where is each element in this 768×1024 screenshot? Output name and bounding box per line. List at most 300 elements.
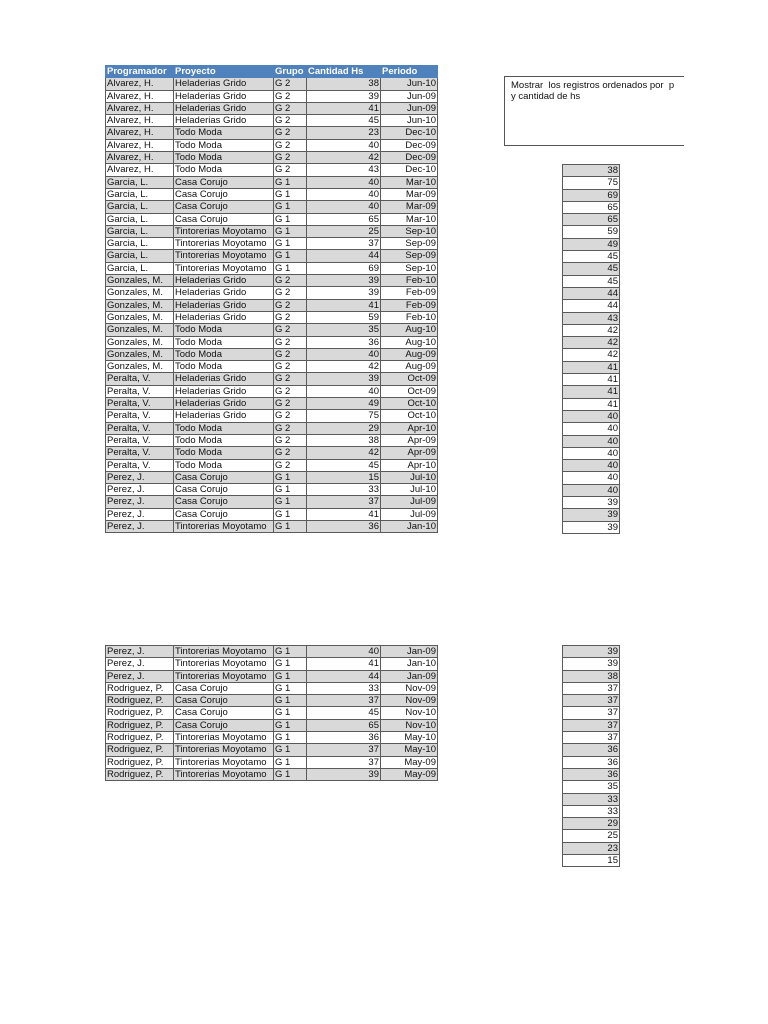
cell-proyecto[interactable]: Heladerias Grido (174, 102, 274, 114)
cell-proyecto[interactable]: Tintorerias Moyotamo (174, 520, 274, 532)
cell-proyecto[interactable]: Casa Corujo (174, 508, 274, 520)
cell-programador[interactable]: Rodriguez, P. (106, 756, 174, 768)
cell-programador[interactable]: Gonzales, M. (106, 287, 174, 299)
cell-programador[interactable]: Perez, J. (106, 496, 174, 508)
cell-cantidad-hs[interactable]: 39 (307, 287, 381, 299)
cell-grupo[interactable]: G 2 (274, 139, 307, 151)
cell-sorted-hours[interactable]: 40 (563, 484, 620, 496)
cell-grupo[interactable]: G 1 (274, 496, 307, 508)
cell-proyecto[interactable]: Heladerias Grido (174, 311, 274, 323)
cell-periodo[interactable]: Dec-10 (381, 164, 438, 176)
cell-programador[interactable]: Peralta, V. (106, 434, 174, 446)
cell-proyecto[interactable]: Todo Moda (174, 422, 274, 434)
cell-cantidad-hs[interactable]: 59 (307, 311, 381, 323)
cell-proyecto[interactable]: Tintorerias Moyotamo (174, 756, 274, 768)
cell-proyecto[interactable]: Casa Corujo (174, 496, 274, 508)
cell-periodo[interactable]: Apr-10 (381, 459, 438, 471)
cell-sorted-hours[interactable]: 37 (563, 719, 620, 731)
cell-sorted-hours[interactable]: 29 (563, 818, 620, 830)
cell-proyecto[interactable]: Tintorerias Moyotamo (174, 250, 274, 262)
cell-periodo[interactable]: Nov-09 (381, 695, 438, 707)
cell-programador[interactable]: Gonzales, M. (106, 324, 174, 336)
cell-periodo[interactable]: Nov-09 (381, 682, 438, 694)
cell-grupo[interactable]: G 1 (274, 682, 307, 694)
cell-programador[interactable]: Rodriguez, P. (106, 744, 174, 756)
cell-programador[interactable]: Perez, J. (106, 471, 174, 483)
cell-periodo[interactable]: May-09 (381, 768, 438, 780)
cell-periodo[interactable]: Jun-09 (381, 102, 438, 114)
cell-programador[interactable]: Gonzales, M. (106, 311, 174, 323)
cell-sorted-hours[interactable]: 42 (563, 337, 620, 349)
cell-cantidad-hs[interactable]: 39 (307, 90, 381, 102)
cell-cantidad-hs[interactable]: 45 (307, 115, 381, 127)
cell-sorted-hours[interactable]: 40 (563, 460, 620, 472)
cell-programador[interactable]: Gonzales, M. (106, 299, 174, 311)
cell-programador[interactable]: Alvarez, H. (106, 78, 174, 90)
cell-cantidad-hs[interactable]: 33 (307, 682, 381, 694)
cell-proyecto[interactable]: Casa Corujo (174, 484, 274, 496)
cell-programador[interactable]: Alvarez, H. (106, 127, 174, 139)
cell-proyecto[interactable]: Todo Moda (174, 324, 274, 336)
cell-cantidad-hs[interactable]: 35 (307, 324, 381, 336)
cell-grupo[interactable]: G 1 (274, 225, 307, 237)
cell-sorted-hours[interactable]: 15 (563, 855, 620, 867)
cell-programador[interactable]: Rodriguez, P. (106, 682, 174, 694)
cell-programador[interactable]: Gonzales, M. (106, 361, 174, 373)
cell-cantidad-hs[interactable]: 42 (307, 361, 381, 373)
cell-sorted-hours[interactable]: 41 (563, 374, 620, 386)
cell-cantidad-hs[interactable]: 36 (307, 336, 381, 348)
cell-grupo[interactable]: G 2 (274, 324, 307, 336)
cell-periodo[interactable]: May-09 (381, 756, 438, 768)
cell-cantidad-hs[interactable]: 41 (307, 102, 381, 114)
cell-periodo[interactable]: Mar-10 (381, 176, 438, 188)
cell-programador[interactable]: Alvarez, H. (106, 139, 174, 151)
cell-sorted-hours[interactable]: 37 (563, 682, 620, 694)
cell-programador[interactable]: Peralta, V. (106, 398, 174, 410)
cell-grupo[interactable]: G 2 (274, 299, 307, 311)
cell-periodo[interactable]: Oct-10 (381, 410, 438, 422)
cell-cantidad-hs[interactable]: 44 (307, 670, 381, 682)
cell-proyecto[interactable]: Heladerias Grido (174, 373, 274, 385)
cell-sorted-hours[interactable]: 38 (563, 670, 620, 682)
cell-cantidad-hs[interactable]: 37 (307, 496, 381, 508)
cell-periodo[interactable]: Dec-09 (381, 152, 438, 164)
cell-grupo[interactable]: G 2 (274, 373, 307, 385)
cell-sorted-hours[interactable]: 39 (563, 658, 620, 670)
cell-grupo[interactable]: G 1 (274, 238, 307, 250)
cell-grupo[interactable]: G 2 (274, 361, 307, 373)
cell-programador[interactable]: Rodriguez, P. (106, 707, 174, 719)
cell-cantidad-hs[interactable]: 36 (307, 732, 381, 744)
cell-programador[interactable]: Garcia, L. (106, 238, 174, 250)
cell-cantidad-hs[interactable]: 75 (307, 410, 381, 422)
cell-proyecto[interactable]: Tintorerias Moyotamo (174, 744, 274, 756)
cell-cantidad-hs[interactable]: 39 (307, 768, 381, 780)
cell-periodo[interactable]: May-10 (381, 732, 438, 744)
cell-programador[interactable]: Gonzales, M. (106, 336, 174, 348)
cell-periodo[interactable]: Jul-10 (381, 471, 438, 483)
cell-grupo[interactable]: G 2 (274, 275, 307, 287)
cell-programador[interactable]: Peralta, V. (106, 459, 174, 471)
table-row (563, 781, 620, 793)
cell-sorted-hours[interactable]: 36 (563, 744, 620, 756)
cell-programador[interactable]: Alvarez, H. (106, 164, 174, 176)
cell-programador[interactable]: Rodriguez, P. (106, 732, 174, 744)
cell-programador[interactable]: Garcia, L. (106, 262, 174, 274)
header-periodo[interactable]: Periodo (381, 66, 438, 78)
cell-proyecto[interactable]: Todo Moda (174, 434, 274, 446)
cell-sorted-hours[interactable]: 33 (563, 805, 620, 817)
cell-cantidad-hs[interactable]: 36 (307, 520, 381, 532)
cell-sorted-hours[interactable]: 69 (563, 189, 620, 201)
cell-programador[interactable]: Perez, J. (106, 646, 174, 658)
cell-proyecto[interactable]: Tintorerias Moyotamo (174, 238, 274, 250)
cell-sorted-hours[interactable]: 65 (563, 201, 620, 213)
cell-grupo[interactable]: G 1 (274, 646, 307, 658)
cell-cantidad-hs[interactable]: 40 (307, 188, 381, 200)
cell-grupo[interactable]: G 2 (274, 164, 307, 176)
cell-cantidad-hs[interactable]: 37 (307, 756, 381, 768)
cell-grupo[interactable]: G 1 (274, 262, 307, 274)
cell-proyecto[interactable]: Tintorerias Moyotamo (174, 732, 274, 744)
cell-cantidad-hs[interactable]: 45 (307, 707, 381, 719)
cell-sorted-hours[interactable]: 25 (563, 830, 620, 842)
cell-programador[interactable]: Peralta, V. (106, 410, 174, 422)
cell-periodo[interactable]: Oct-09 (381, 385, 438, 397)
cell-sorted-hours[interactable]: 65 (563, 214, 620, 226)
cell-proyecto[interactable]: Heladerias Grido (174, 275, 274, 287)
cell-cantidad-hs[interactable]: 42 (307, 447, 381, 459)
cell-periodo[interactable]: Jun-10 (381, 78, 438, 90)
cell-programador[interactable]: Peralta, V. (106, 385, 174, 397)
cell-periodo[interactable]: May-10 (381, 744, 438, 756)
cell-sorted-hours[interactable]: 37 (563, 695, 620, 707)
cell-programador[interactable]: Garcia, L. (106, 176, 174, 188)
cell-cantidad-hs[interactable]: 39 (307, 275, 381, 287)
cell-periodo[interactable]: Jan-09 (381, 670, 438, 682)
cell-cantidad-hs[interactable]: 37 (307, 238, 381, 250)
cell-periodo[interactable]: Jan-09 (381, 646, 438, 658)
header-programador[interactable]: Programador (106, 66, 174, 78)
cell-proyecto[interactable]: Todo Moda (174, 127, 274, 139)
cell-sorted-hours[interactable]: 40 (563, 410, 620, 422)
cell-programador[interactable]: Gonzales, M. (106, 275, 174, 287)
cell-programador[interactable]: Garcia, L. (106, 225, 174, 237)
cell-programador[interactable]: Perez, J. (106, 484, 174, 496)
cell-grupo[interactable]: G 1 (274, 250, 307, 262)
cell-grupo[interactable]: G 2 (274, 127, 307, 139)
table-row (106, 682, 438, 694)
cell-grupo[interactable]: G 1 (274, 520, 307, 532)
cell-sorted-hours[interactable]: 36 (563, 756, 620, 768)
cell-proyecto[interactable]: Heladerias Grido (174, 299, 274, 311)
header-proyecto[interactable]: Proyecto (174, 66, 274, 78)
cell-proyecto[interactable]: Heladerias Grido (174, 410, 274, 422)
cell-proyecto[interactable]: Heladerias Grido (174, 385, 274, 397)
cell-sorted-hours[interactable]: 44 (563, 300, 620, 312)
cell-cantidad-hs[interactable]: 49 (307, 398, 381, 410)
cell-cantidad-hs[interactable]: 38 (307, 78, 381, 90)
cell-proyecto[interactable]: Tintorerias Moyotamo (174, 670, 274, 682)
cell-proyecto[interactable]: Todo Moda (174, 336, 274, 348)
cell-periodo[interactable]: Nov-10 (381, 719, 438, 731)
cell-programador[interactable]: Garcia, L. (106, 201, 174, 213)
cell-periodo[interactable]: Aug-10 (381, 336, 438, 348)
cell-programador[interactable]: Garcia, L. (106, 188, 174, 200)
cell-programador[interactable]: Perez, J. (106, 658, 174, 670)
cell-sorted-hours[interactable]: 45 (563, 275, 620, 287)
cell-cantidad-hs[interactable]: 38 (307, 434, 381, 446)
cell-grupo[interactable]: G 1 (274, 188, 307, 200)
cell-periodo[interactable]: Sep-10 (381, 262, 438, 274)
cell-grupo[interactable]: G 2 (274, 398, 307, 410)
cell-proyecto[interactable]: Tintorerias Moyotamo (174, 658, 274, 670)
cell-grupo[interactable]: G 1 (274, 756, 307, 768)
cell-sorted-hours[interactable]: 39 (563, 509, 620, 521)
cell-periodo[interactable]: Aug-09 (381, 348, 438, 360)
cell-periodo[interactable]: Apr-09 (381, 447, 438, 459)
cell-grupo[interactable]: G 1 (274, 732, 307, 744)
cell-proyecto[interactable]: Casa Corujo (174, 213, 274, 225)
cell-periodo[interactable]: Jun-10 (381, 115, 438, 127)
cell-periodo[interactable]: Feb-10 (381, 311, 438, 323)
cell-cantidad-hs[interactable]: 40 (307, 176, 381, 188)
cell-grupo[interactable]: G 2 (274, 78, 307, 90)
cell-periodo[interactable]: Jun-09 (381, 90, 438, 102)
cell-cantidad-hs[interactable]: 33 (307, 484, 381, 496)
cell-programador[interactable]: Peralta, V. (106, 422, 174, 434)
cell-periodo[interactable]: Sep-09 (381, 250, 438, 262)
cell-proyecto[interactable]: Tintorerias Moyotamo (174, 768, 274, 780)
cell-sorted-hours[interactable]: 43 (563, 312, 620, 324)
cell-cantidad-hs[interactable]: 41 (307, 508, 381, 520)
cell-sorted-hours[interactable]: 40 (563, 447, 620, 459)
cell-periodo[interactable]: Sep-09 (381, 238, 438, 250)
cell-programador[interactable]: Alvarez, H. (106, 152, 174, 164)
cell-proyecto[interactable]: Todo Moda (174, 164, 274, 176)
cell-cantidad-hs[interactable]: 29 (307, 422, 381, 434)
cell-cantidad-hs[interactable]: 40 (307, 348, 381, 360)
cell-sorted-hours[interactable]: 45 (563, 263, 620, 275)
cell-periodo[interactable]: Oct-10 (381, 398, 438, 410)
cell-proyecto[interactable]: Todo Moda (174, 152, 274, 164)
cell-programador[interactable]: Rodriguez, P. (106, 768, 174, 780)
cell-grupo[interactable]: G 2 (274, 102, 307, 114)
cell-sorted-hours[interactable]: 38 (563, 165, 620, 177)
cell-proyecto[interactable]: Heladerias Grido (174, 90, 274, 102)
cell-grupo[interactable]: G 2 (274, 385, 307, 397)
cell-grupo[interactable]: G 1 (274, 719, 307, 731)
cell-sorted-hours[interactable]: 42 (563, 349, 620, 361)
cell-sorted-hours[interactable]: 40 (563, 423, 620, 435)
cell-proyecto[interactable]: Tintorerias Moyotamo (174, 646, 274, 658)
cell-programador[interactable]: Perez, J. (106, 670, 174, 682)
cell-grupo[interactable]: G 2 (274, 459, 307, 471)
cell-grupo[interactable]: G 2 (274, 90, 307, 102)
cell-cantidad-hs[interactable]: 37 (307, 744, 381, 756)
cell-proyecto[interactable]: Casa Corujo (174, 682, 274, 694)
cell-periodo[interactable]: Feb-10 (381, 275, 438, 287)
cell-grupo[interactable]: G 2 (274, 115, 307, 127)
cell-grupo[interactable]: G 1 (274, 176, 307, 188)
cell-grupo[interactable]: G 1 (274, 658, 307, 670)
cell-programador[interactable]: Rodriguez, P. (106, 695, 174, 707)
cell-sorted-hours[interactable]: 39 (563, 646, 620, 658)
cell-grupo[interactable]: G 2 (274, 348, 307, 360)
cell-grupo[interactable]: G 1 (274, 201, 307, 213)
cell-grupo[interactable]: G 1 (274, 744, 307, 756)
cell-periodo[interactable]: Jul-09 (381, 508, 438, 520)
cell-cantidad-hs[interactable]: 15 (307, 471, 381, 483)
cell-grupo[interactable]: G 2 (274, 336, 307, 348)
cell-cantidad-hs[interactable]: 39 (307, 373, 381, 385)
cell-periodo[interactable]: Nov-10 (381, 707, 438, 719)
cell-programador[interactable]: Alvarez, H. (106, 90, 174, 102)
cell-grupo[interactable]: G 2 (274, 447, 307, 459)
cell-programador[interactable]: Perez, J. (106, 520, 174, 532)
cell-periodo[interactable]: Sep-10 (381, 225, 438, 237)
cell-proyecto[interactable]: Todo Moda (174, 139, 274, 151)
cell-sorted-hours[interactable]: 35 (563, 781, 620, 793)
cell-sorted-hours[interactable]: 33 (563, 793, 620, 805)
table-row (106, 176, 438, 188)
cell-grupo[interactable]: G 1 (274, 670, 307, 682)
cell-cantidad-hs[interactable]: 40 (307, 646, 381, 658)
cell-sorted-hours[interactable]: 39 (563, 521, 620, 533)
cell-grupo[interactable]: G 1 (274, 213, 307, 225)
cell-grupo[interactable]: G 2 (274, 434, 307, 446)
cell-proyecto[interactable]: Heladerias Grido (174, 287, 274, 299)
cell-periodo[interactable]: Mar-09 (381, 188, 438, 200)
cell-sorted-hours[interactable]: 44 (563, 287, 620, 299)
header-cantidad-hs[interactable]: Cantidad Hs (307, 66, 381, 78)
cell-proyecto[interactable]: Casa Corujo (174, 176, 274, 188)
cell-cantidad-hs[interactable]: 43 (307, 164, 381, 176)
cell-sorted-hours[interactable]: 41 (563, 361, 620, 373)
cell-sorted-hours[interactable]: 39 (563, 497, 620, 509)
cell-proyecto[interactable]: Heladerias Grido (174, 78, 274, 90)
cell-periodo[interactable]: Oct-09 (381, 373, 438, 385)
cell-cantidad-hs[interactable]: 41 (307, 658, 381, 670)
cell-cantidad-hs[interactable]: 44 (307, 250, 381, 262)
cell-grupo[interactable]: G 2 (274, 287, 307, 299)
cell-sorted-hours[interactable]: 37 (563, 732, 620, 744)
cell-periodo[interactable]: Feb-09 (381, 299, 438, 311)
cell-grupo[interactable]: G 1 (274, 707, 307, 719)
table-row (106, 385, 438, 397)
cell-cantidad-hs[interactable]: 37 (307, 695, 381, 707)
cell-programador[interactable]: Rodriguez, P. (106, 719, 174, 731)
cell-cantidad-hs[interactable]: 40 (307, 201, 381, 213)
cell-sorted-hours[interactable]: 36 (563, 768, 620, 780)
cell-proyecto[interactable]: Todo Moda (174, 348, 274, 360)
cell-sorted-hours[interactable]: 40 (563, 435, 620, 447)
cell-cantidad-hs[interactable]: 25 (307, 225, 381, 237)
cell-proyecto[interactable]: Casa Corujo (174, 201, 274, 213)
table-row (563, 423, 620, 435)
table-row (106, 262, 438, 274)
cell-programador[interactable]: Perez, J. (106, 508, 174, 520)
cell-programador[interactable]: Peralta, V. (106, 447, 174, 459)
cell-cantidad-hs[interactable]: 42 (307, 152, 381, 164)
cell-grupo[interactable]: G 1 (274, 768, 307, 780)
cell-periodo[interactable]: Jan-10 (381, 658, 438, 670)
cell-grupo[interactable]: G 1 (274, 484, 307, 496)
cell-periodo[interactable]: Apr-10 (381, 422, 438, 434)
cell-sorted-hours[interactable]: 42 (563, 324, 620, 336)
cell-proyecto[interactable]: Todo Moda (174, 361, 274, 373)
cell-sorted-hours[interactable]: 41 (563, 398, 620, 410)
cell-cantidad-hs[interactable]: 65 (307, 213, 381, 225)
cell-periodo[interactable]: Apr-09 (381, 434, 438, 446)
cell-periodo[interactable]: Dec-10 (381, 127, 438, 139)
cell-programador[interactable]: Alvarez, H. (106, 102, 174, 114)
cell-periodo[interactable]: Mar-10 (381, 213, 438, 225)
cell-programador[interactable]: Peralta, V. (106, 373, 174, 385)
cell-grupo[interactable]: G 1 (274, 471, 307, 483)
cell-proyecto[interactable]: Heladerias Grido (174, 398, 274, 410)
cell-cantidad-hs[interactable]: 45 (307, 459, 381, 471)
cell-periodo[interactable]: Aug-09 (381, 361, 438, 373)
cell-periodo[interactable]: Jan-10 (381, 520, 438, 532)
cell-proyecto[interactable]: Todo Moda (174, 447, 274, 459)
cell-sorted-hours[interactable]: 37 (563, 707, 620, 719)
cell-grupo[interactable]: G 2 (274, 311, 307, 323)
cell-periodo[interactable]: Jul-10 (381, 484, 438, 496)
cell-proyecto[interactable]: Tintorerias Moyotamo (174, 225, 274, 237)
cell-proyecto[interactable]: Casa Corujo (174, 471, 274, 483)
cell-sorted-hours[interactable]: 40 (563, 472, 620, 484)
cell-sorted-hours[interactable]: 45 (563, 251, 620, 263)
cell-programador[interactable]: Alvarez, H. (106, 115, 174, 127)
cell-grupo[interactable]: G 1 (274, 508, 307, 520)
cell-cantidad-hs[interactable]: 40 (307, 139, 381, 151)
cell-grupo[interactable]: G 2 (274, 410, 307, 422)
cell-programador[interactable]: Garcia, L. (106, 213, 174, 225)
cell-proyecto[interactable]: Casa Corujo (174, 707, 274, 719)
cell-proyecto[interactable]: Casa Corujo (174, 695, 274, 707)
cell-sorted-hours[interactable]: 59 (563, 226, 620, 238)
cell-sorted-hours[interactable]: 49 (563, 238, 620, 250)
table-row (563, 312, 620, 324)
cell-programador[interactable]: Garcia, L. (106, 250, 174, 262)
cell-cantidad-hs[interactable]: 69 (307, 262, 381, 274)
cell-cantidad-hs[interactable]: 40 (307, 385, 381, 397)
cell-periodo[interactable]: Mar-09 (381, 201, 438, 213)
cell-grupo[interactable]: G 2 (274, 422, 307, 434)
cell-proyecto[interactable]: Tintorerias Moyotamo (174, 262, 274, 274)
cell-proyecto[interactable]: Casa Corujo (174, 719, 274, 731)
cell-periodo[interactable]: Aug-10 (381, 324, 438, 336)
cell-cantidad-hs[interactable]: 41 (307, 299, 381, 311)
cell-grupo[interactable]: G 1 (274, 695, 307, 707)
cell-proyecto[interactable]: Todo Moda (174, 459, 274, 471)
cell-proyecto[interactable]: Heladerias Grido (174, 115, 274, 127)
cell-cantidad-hs[interactable]: 65 (307, 719, 381, 731)
cell-sorted-hours[interactable]: 75 (563, 177, 620, 189)
cell-cantidad-hs[interactable]: 23 (307, 127, 381, 139)
cell-sorted-hours[interactable]: 23 (563, 842, 620, 854)
cell-periodo[interactable]: Dec-09 (381, 139, 438, 151)
header-grupo[interactable]: Grupo (274, 66, 307, 78)
cell-periodo[interactable]: Jul-09 (381, 496, 438, 508)
cell-programador[interactable]: Gonzales, M. (106, 348, 174, 360)
cell-grupo[interactable]: G 2 (274, 152, 307, 164)
cell-sorted-hours[interactable]: 41 (563, 386, 620, 398)
cell-proyecto[interactable]: Casa Corujo (174, 188, 274, 200)
cell-periodo[interactable]: Feb-09 (381, 287, 438, 299)
